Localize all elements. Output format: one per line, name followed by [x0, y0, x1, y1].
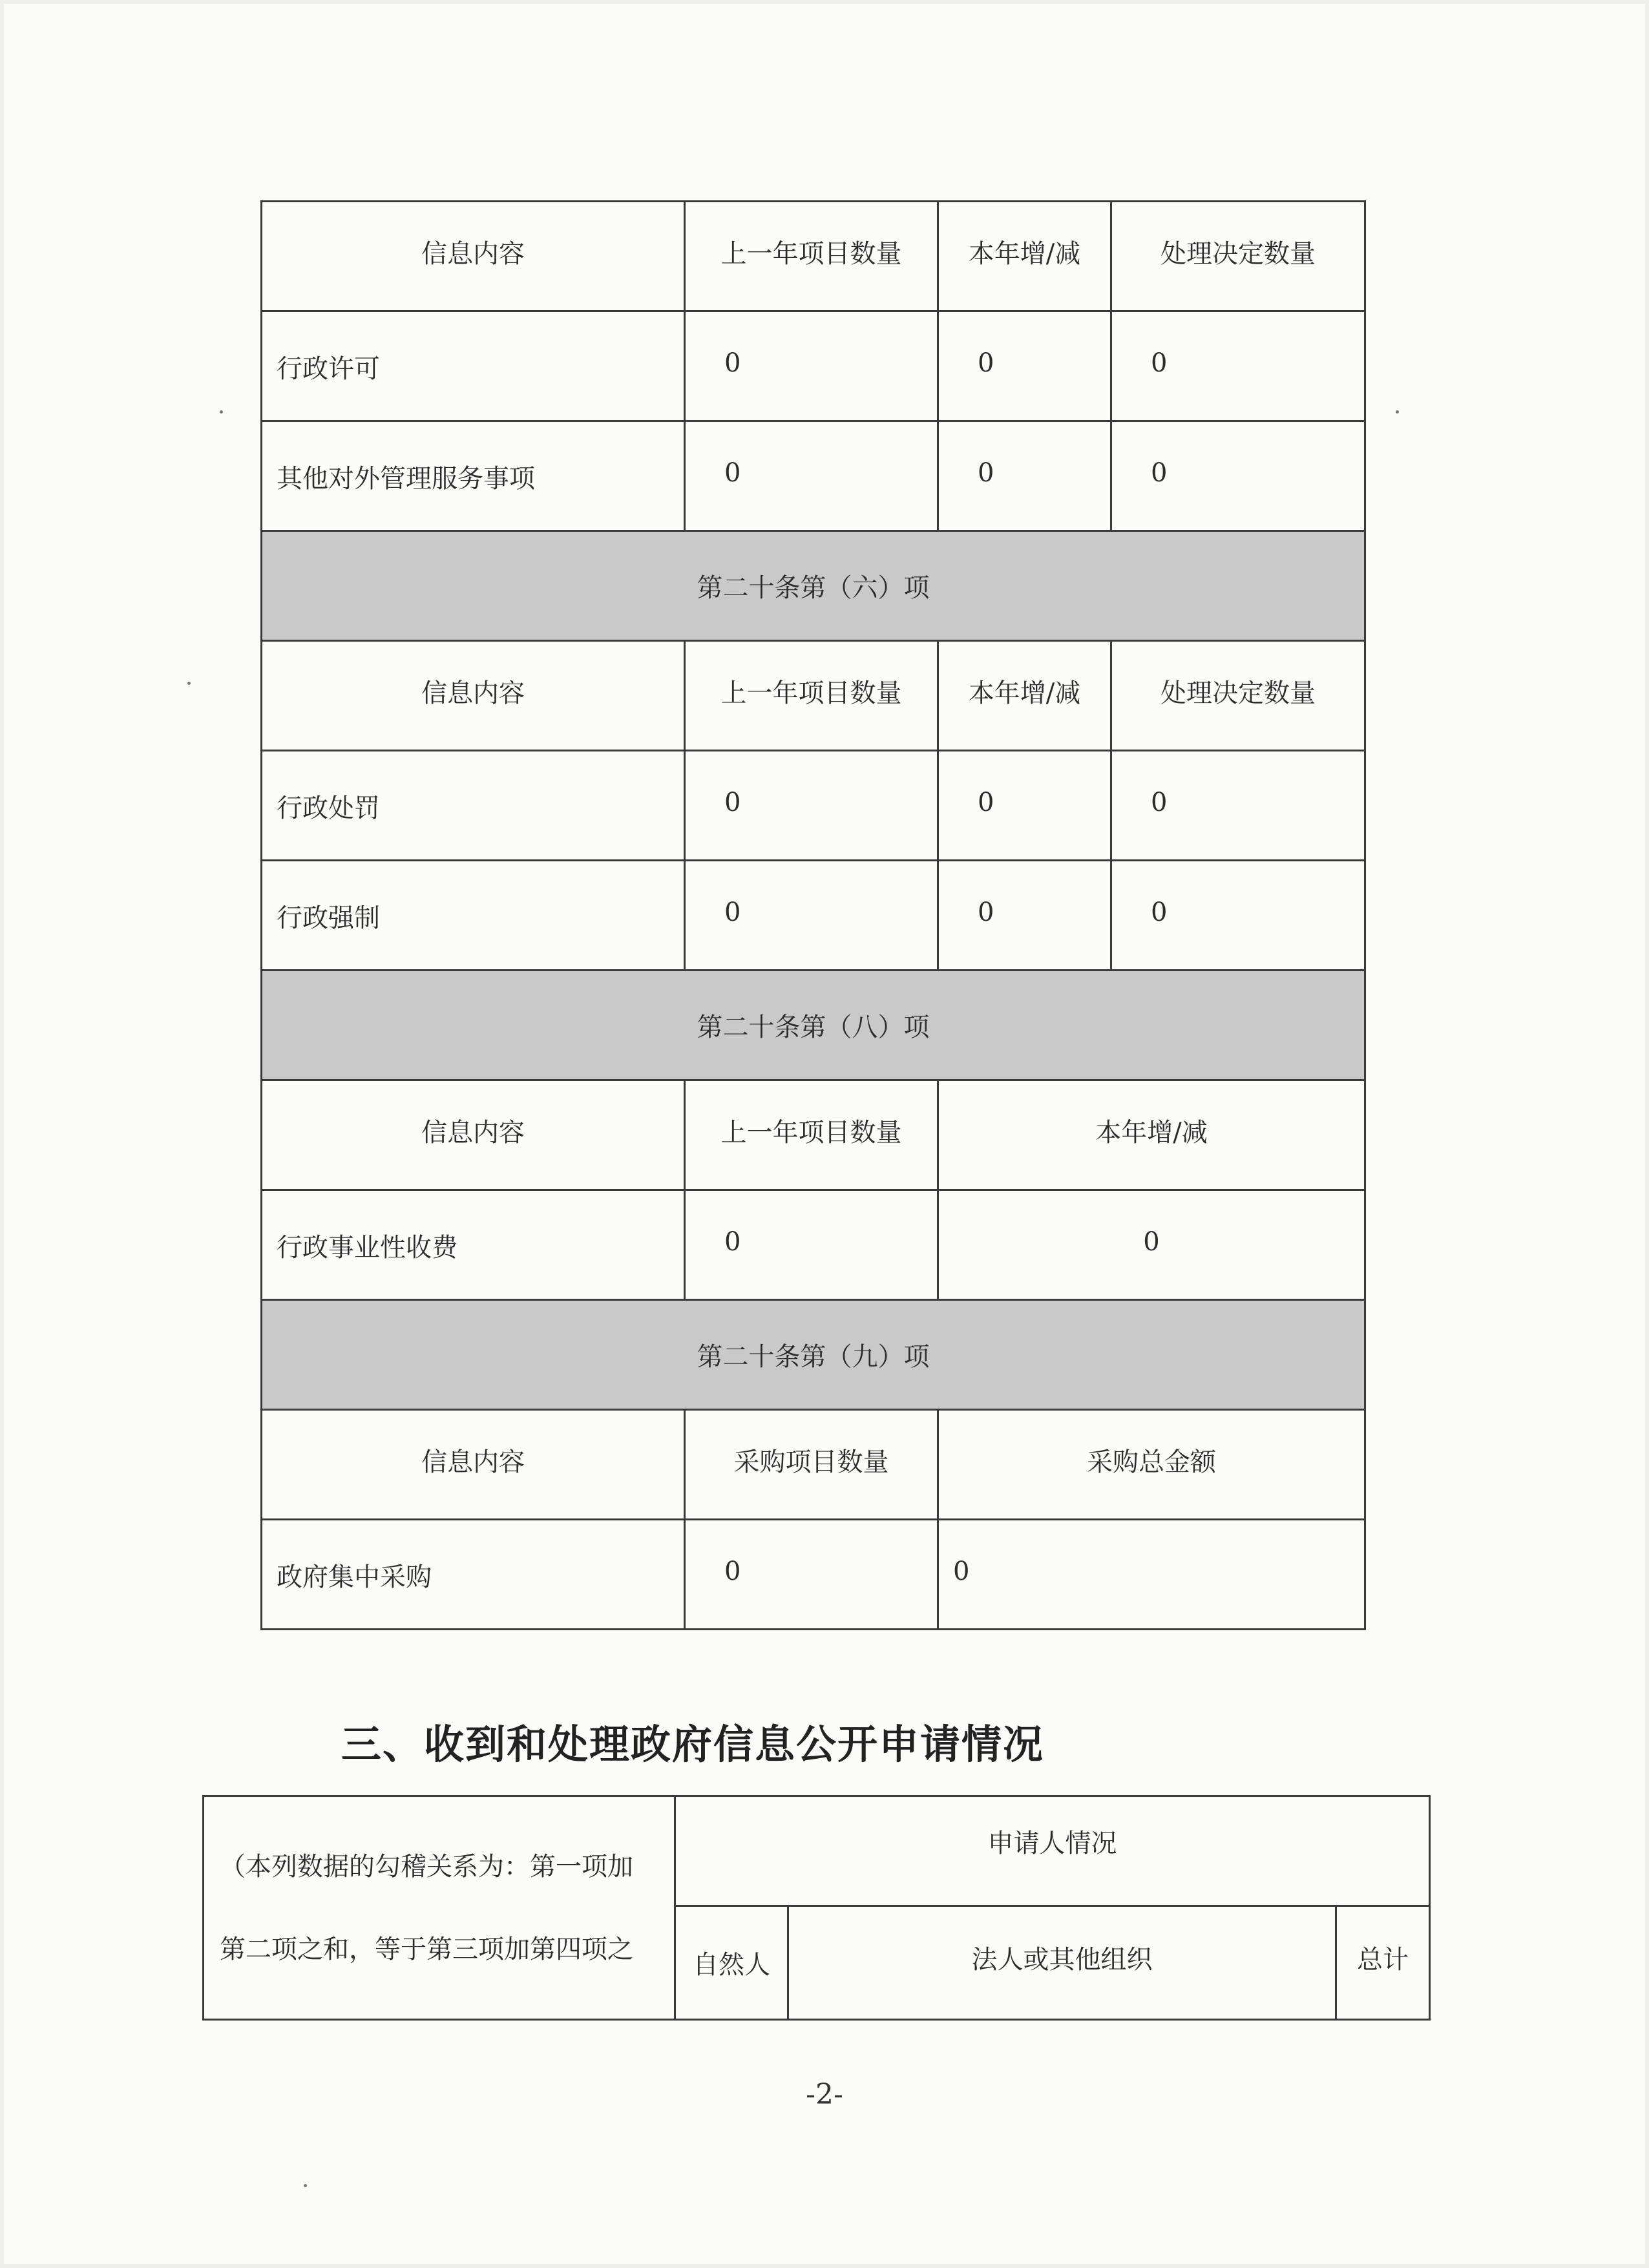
cell-value: 0 [685, 1520, 938, 1630]
section-title-row [262, 531, 1365, 641]
page-number: -2- [806, 2078, 843, 2111]
section-title: 第二十条第（六）项 [262, 531, 1365, 641]
cell-value: 0 [1111, 861, 1365, 971]
total-header: 总计 [1336, 1906, 1430, 2020]
table-row [262, 311, 1365, 421]
header-cell: 本年增/减 [938, 641, 1111, 751]
header-cell: 本年增/减 [938, 202, 1111, 311]
cell-value: 0 [1111, 311, 1365, 421]
cell-value: 0 [685, 861, 938, 971]
header-cell: 信息内容 [262, 641, 685, 751]
note-line: （本列数据的勾稽关系为：第一项加 [220, 1851, 633, 1882]
legal-person-header: 法人或其他组织 [788, 1906, 1336, 2020]
table-row [204, 1796, 1430, 1906]
cell-value: 0 [685, 1190, 938, 1300]
section-title-row [262, 1300, 1365, 1410]
table-row [262, 421, 1365, 531]
disclosure-table [260, 200, 1366, 1630]
row-label: 行政许可 [262, 311, 685, 421]
cell-value: 0 [685, 311, 938, 421]
note-line: 第二项之和，等于第三项加第四项之 [220, 1934, 633, 1964]
scan-speck [220, 410, 223, 414]
header-cell: 处理决定数量 [1111, 202, 1365, 311]
scan-speck [1396, 410, 1399, 414]
table-header-row [262, 1080, 1365, 1190]
section-title: 第二十条第（九）项 [262, 1300, 1365, 1410]
cell-value: 0 [685, 751, 938, 861]
header-cell: 本年增/减 [938, 1080, 1365, 1190]
row-label: 行政处罚 [262, 751, 685, 861]
table-row [262, 1520, 1365, 1630]
section-title-row [262, 971, 1365, 1080]
cell-value: 0 [1111, 751, 1365, 861]
header-cell: 上一年项目数量 [685, 1080, 938, 1190]
section-title: 第二十条第（八）项 [262, 971, 1365, 1080]
row-label: 其他对外管理服务事项 [262, 421, 685, 531]
cell-value: 0 [938, 751, 1111, 861]
table-row [262, 1190, 1365, 1300]
scan-speck [304, 2184, 307, 2187]
cell-value: 0 [938, 421, 1111, 531]
header-cell: 采购总金额 [938, 1410, 1365, 1520]
row-label: 行政强制 [262, 861, 685, 971]
table-header-row [262, 1410, 1365, 1520]
header-cell: 上一年项目数量 [685, 202, 938, 311]
header-cell: 信息内容 [262, 1080, 685, 1190]
row-label: 政府集中采购 [262, 1520, 685, 1630]
table-row [262, 861, 1365, 971]
header-cell: 上一年项目数量 [685, 641, 938, 751]
row-label: 行政事业性收费 [262, 1190, 685, 1300]
header-cell: 信息内容 [262, 1410, 685, 1520]
header-cell: 采购项目数量 [685, 1410, 938, 1520]
section-heading: 三、收到和处理政府信息公开申请情况 [341, 1721, 1045, 1768]
cell-value: 0 [938, 311, 1111, 421]
natural-person-header: 自然人 [675, 1906, 788, 2020]
cell-value: 0 [1111, 421, 1365, 531]
table-header-row [262, 202, 1365, 311]
relationship-note [204, 1796, 675, 2020]
application-table [202, 1795, 1431, 2021]
header-cell: 信息内容 [262, 202, 685, 311]
scan-speck [187, 682, 191, 685]
table-row [262, 751, 1365, 861]
cell-value: 0 [938, 1190, 1365, 1300]
cell-value: 0 [938, 861, 1111, 971]
header-cell: 处理决定数量 [1111, 641, 1365, 751]
cell-value: 0 [685, 421, 938, 531]
table-header-row [262, 641, 1365, 751]
applicant-header: 申请人情况 [675, 1796, 1430, 1906]
cell-value: 0 [938, 1520, 1365, 1630]
